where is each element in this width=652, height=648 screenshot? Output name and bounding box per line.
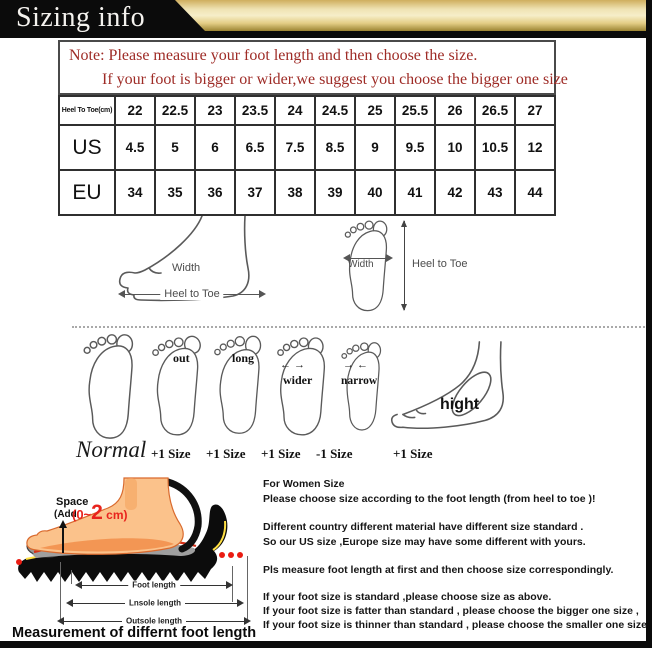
- info-line: If your foot size is fatter than standard , please choose the bigger one size ,: [263, 605, 639, 617]
- table-row-heel-to-toe: [59, 96, 555, 125]
- foot-type-narrow-label: narrow: [341, 375, 378, 387]
- foot-sole-out-icon: [147, 333, 207, 439]
- table-cell: 9.5: [395, 125, 435, 170]
- table-cell: 6: [195, 125, 235, 170]
- outsole-length-measure: [57, 616, 251, 625]
- note-line-1: Note: Please measure your foot length and then choose the size.: [69, 47, 478, 64]
- table-cell: 26: [435, 96, 475, 125]
- note-line-2: If your foot is bigger or wider,we suggest you choose the bigger one size: [102, 71, 568, 88]
- table-cell: 22.5: [155, 96, 195, 125]
- space-add-label: (Add: [54, 509, 77, 520]
- red-dot: [237, 552, 243, 558]
- side-heel-to-toe-label: Heel to Toe: [160, 288, 223, 300]
- size-wider-label: +1 Size: [261, 446, 301, 461]
- info-line: Different country different material have different size standard .: [263, 521, 584, 533]
- bottom-border-strip: [0, 641, 652, 648]
- foot-length-label: Foot length: [128, 580, 180, 589]
- table-cell: 44: [515, 170, 555, 215]
- top-heel-to-toe-measure: [404, 221, 405, 310]
- foot-side-hight-icon: [388, 340, 510, 438]
- foot-sole-normal-icon: [78, 331, 142, 441]
- measure-guide-line: [71, 570, 72, 584]
- table-cell: 22: [115, 96, 155, 125]
- space-value-number: 2: [91, 501, 103, 524]
- table-cell: 5: [155, 125, 195, 170]
- info-line: Please choose size according to the foot length (from heel to toe )!: [263, 493, 596, 505]
- red-dot: [16, 559, 22, 565]
- table-cell: 39: [315, 170, 355, 215]
- table-cell: 36: [195, 170, 235, 215]
- size-narrow-label: -1 Size: [316, 446, 353, 461]
- table-cell: 23: [195, 96, 235, 125]
- measure-guide-line: [60, 562, 61, 620]
- space-value-unit: cm): [102, 508, 128, 522]
- info-line: If your foot size is standard ,please choose size as above.: [263, 591, 552, 603]
- space-label: Space: [56, 496, 89, 508]
- size-conversion-table: [58, 95, 556, 216]
- measurement-caption: Measurement of differnt foot length: [12, 625, 257, 641]
- info-line: Pls measure foot length at first and then choose size correspondingly.: [263, 564, 614, 576]
- foot-type-hight-label: hight: [440, 396, 480, 413]
- table-cell: 24: [275, 96, 315, 125]
- size-long-label: +1 Size: [206, 446, 246, 461]
- foot-type-long-label: long: [232, 351, 255, 365]
- table-cell: 37: [235, 170, 275, 215]
- table-cell: 10.5: [475, 125, 515, 170]
- row-header-us: US: [59, 125, 115, 170]
- table-cell: 25.5: [395, 96, 435, 125]
- foot-sole-long-icon: [210, 331, 268, 441]
- top-heel-to-toe-label: Heel to Toe: [412, 258, 468, 270]
- note-box: [58, 40, 568, 95]
- table-cell: 12: [515, 125, 555, 170]
- gold-ribbon-decoration: [175, 0, 646, 31]
- wider-arrows-icon: ← →: [280, 359, 306, 371]
- foot-length-measure: [75, 580, 233, 589]
- table-cell: 35: [155, 170, 195, 215]
- side-width-label: Width: [172, 262, 201, 274]
- size-hight-label: +1 Size: [393, 446, 433, 461]
- foot-type-wider-label: wider: [283, 373, 313, 387]
- dotted-divider: [72, 326, 645, 328]
- table-cell: 23.5: [235, 96, 275, 125]
- space-value-open: (0~: [72, 507, 92, 522]
- table-cell: 6.5: [235, 125, 275, 170]
- table-cell: 40: [355, 170, 395, 215]
- size-out-label: +1 Size: [151, 446, 191, 461]
- space-value-label: [72, 501, 128, 525]
- insole-length-label: Lnsole length: [125, 598, 185, 607]
- table-row-us: [59, 125, 555, 170]
- table-cell: 42: [435, 170, 475, 215]
- up-arrow-icon: [62, 527, 64, 553]
- info-line: For Women Size: [263, 478, 345, 490]
- table-cell: 41: [395, 170, 435, 215]
- foot-type-out-label: out: [173, 351, 190, 365]
- page-title: Sizing info: [16, 2, 146, 33]
- insole-length-measure: [66, 598, 244, 607]
- table-cell: 7.5: [275, 125, 315, 170]
- table-cell: 9: [355, 125, 395, 170]
- women-size-info-block: [263, 474, 649, 634]
- row-header-eu: EU: [59, 170, 115, 215]
- outsole-length-label: Outsole length: [122, 616, 186, 625]
- table-cell: 8.5: [315, 125, 355, 170]
- top-width-label: Width: [348, 259, 374, 270]
- red-dot: [219, 552, 225, 558]
- table-cell: 25: [355, 96, 395, 125]
- header-bar: [0, 0, 652, 38]
- side-heel-to-toe-measure: [118, 289, 266, 298]
- table-cell: 10: [435, 125, 475, 170]
- table-cell: 34: [115, 170, 155, 215]
- table-row-eu: [59, 170, 555, 215]
- table-cell: 26.5: [475, 96, 515, 125]
- narrow-arrows-icon: → ←: [343, 359, 369, 371]
- info-line: So our US size ,Europe size may have some different with yours.: [263, 536, 586, 548]
- table-cell: 4.5: [115, 125, 155, 170]
- row-header-heel-to-toe: Heel To Toe(cm): [59, 96, 115, 125]
- table-cell: 24.5: [315, 96, 355, 125]
- red-dot: [228, 552, 234, 558]
- info-line: If your foot size is thinner than standard , please choose the smaller one size: [263, 619, 647, 631]
- measure-guide-line: [247, 556, 248, 620]
- table-cell: 27: [515, 96, 555, 125]
- size-normal-label: Normal: [76, 437, 147, 462]
- table-cell: 38: [275, 170, 315, 215]
- table-cell: 43: [475, 170, 515, 215]
